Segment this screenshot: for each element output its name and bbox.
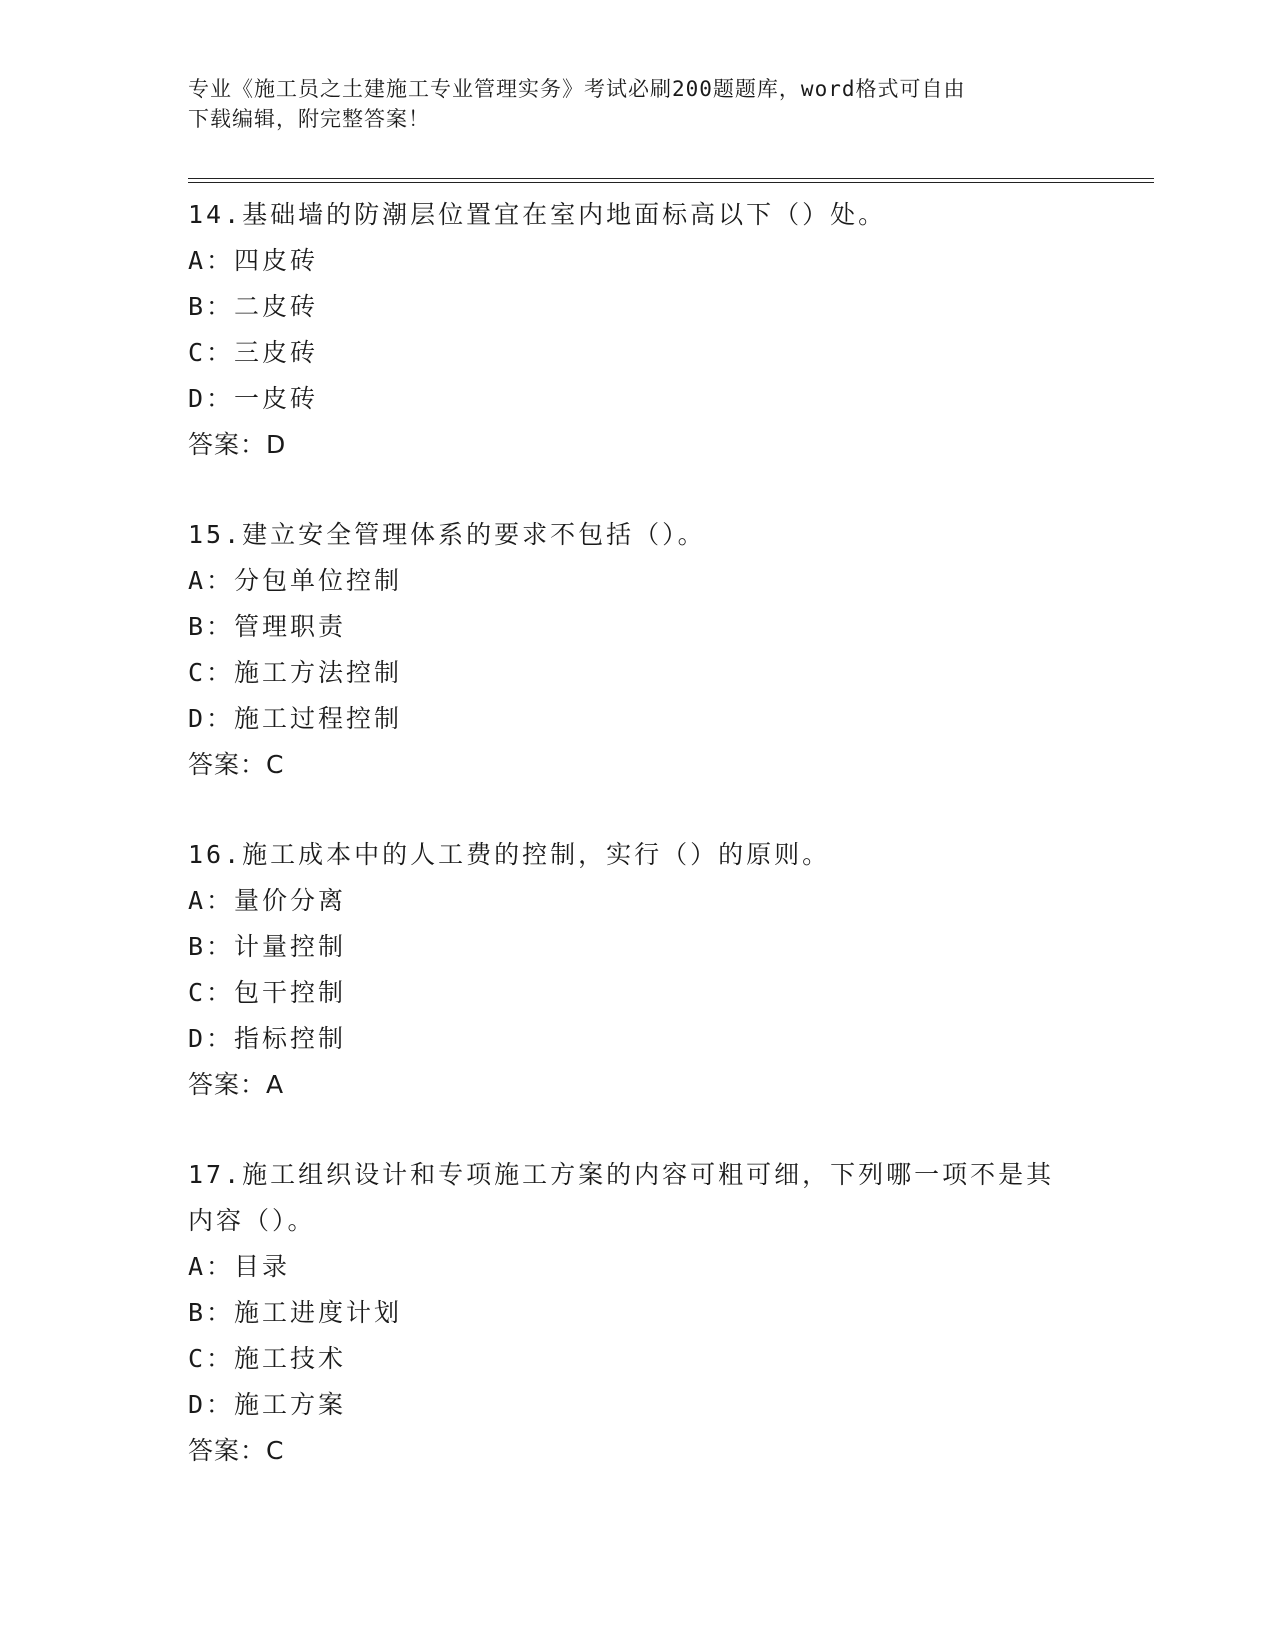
option-a: A：四皮砖	[188, 246, 319, 275]
answer-line: 答案：C	[188, 1436, 285, 1465]
option-b: B：管理职责	[188, 612, 347, 641]
option-c: C：包干控制	[188, 978, 347, 1007]
question-stem: 15.建立安全管理体系的要求不包括（）。	[188, 520, 706, 549]
option-d: D：施工过程控制	[188, 704, 403, 733]
option-c: C：施工方法控制	[188, 658, 403, 687]
option-d: D：指标控制	[188, 1024, 347, 1053]
answer-line: 答案：C	[188, 750, 285, 779]
question-stem: 14.基础墙的防潮层位置宜在室内地面标高以下（）处。	[188, 200, 887, 229]
option-b: B：施工进度计划	[188, 1298, 403, 1327]
answer-line: 答案：D	[188, 430, 287, 459]
header-line-1: 专业《施工员之土建施工专业管理实务》考试必刷200题题库，word格式可自由	[188, 77, 966, 101]
question-stem: 16.施工成本中的人工费的控制，实行（）的原则。	[188, 840, 831, 869]
option-a: A：量价分离	[188, 886, 347, 915]
option-a: A：分包单位控制	[188, 566, 403, 595]
question-stem-line-2: 内容（）。	[188, 1206, 316, 1235]
option-d: D：施工方案	[188, 1390, 347, 1419]
header-divider	[188, 178, 1154, 183]
option-c: C：施工技术	[188, 1344, 347, 1373]
question-15	[188, 512, 1088, 788]
option-a: A：目录	[188, 1252, 291, 1281]
question-stem-line-1: 17.施工组织设计和专项施工方案的内容可粗可细，下列哪一项不是其	[188, 1160, 1055, 1189]
document-header	[188, 74, 1088, 134]
header-line-2: 下载编辑，附完整答案！	[188, 107, 430, 131]
question-16	[188, 832, 1088, 1108]
question-list	[188, 192, 1088, 1518]
question-17	[188, 1152, 1088, 1474]
option-c: C：三皮砖	[188, 338, 319, 367]
option-b: B：二皮砖	[188, 292, 319, 321]
question-14	[188, 192, 1088, 468]
option-d: D：一皮砖	[188, 384, 319, 413]
option-b: B：计量控制	[188, 932, 347, 961]
answer-line: 答案：A	[188, 1070, 285, 1099]
